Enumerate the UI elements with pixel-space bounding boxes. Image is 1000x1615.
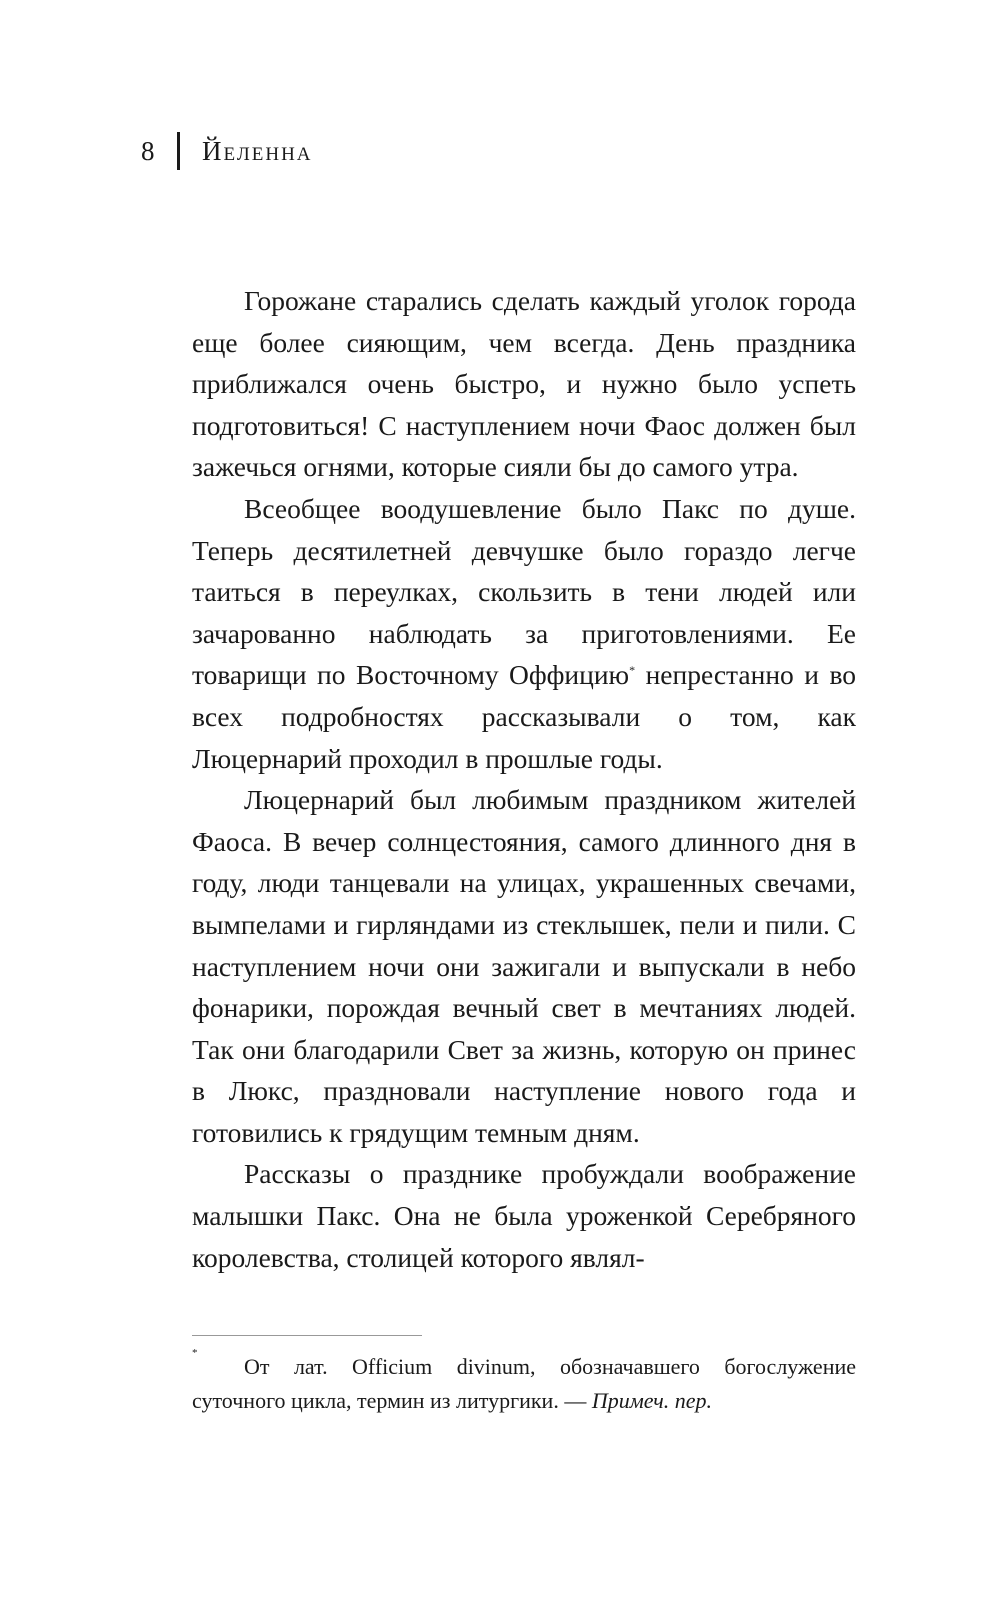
paragraph-2-text: Всеобщее воодушевление было Пакс по душе. Теперь десятилетней девчушке было гораздо легче таиться в переулках, скользить в тени людей или зачарованно наблюдать за приготовлениями. <box>192 492 856 649</box>
paragraph-2 <box>192 488 856 779</box>
running-title: Йеленна <box>202 135 313 166</box>
footnote-marker: * <box>192 1347 198 1359</box>
page-number: 8 <box>141 135 156 166</box>
footnote-text: От лат. Officium divinum, обозначавшего богослужение суточного цикла, термин из литургики. — <box>192 1354 856 1413</box>
footnote-reference[interactable]: * <box>629 663 636 678</box>
paragraph-3: Люцернарий был любимым праздником жителей Фаоса. В вечер солнцестояния, самого длинного дня в году, люди танцевали на улицах, украшенных свечами, вымпелами и гирляндами из стеклышек, пели и пили. С наступлением ночи они зажигали и выпускали в небо фонарики, порождая вечный свет в мечтаниях людей. Так они благодарили Свет за жизнь, которую он принес в Люкс, праздновали наступление нового года и готовились к грядущим темным дням. <box>192 784 856 1148</box>
header-divider <box>177 132 180 170</box>
running-head <box>141 131 313 171</box>
paragraph-1: Горожане старались сделать каждый уголок города еще более сияющим, чем всегда. День праздника приближался очень быстро, и нужно было успеть подготовиться! С наступлением ночи Фаос должен был зажечься огнями, которые сияли бы до самого утра. <box>192 285 856 483</box>
footnote-divider <box>192 1335 422 1336</box>
paragraph-2-continued: Ее товарищи по Восточному Оффицию <box>192 617 856 691</box>
main-text <box>192 280 856 1278</box>
translator-note-tag: Примеч. пер. <box>591 1388 713 1413</box>
paragraph-4: Рассказы о празднике пробуждали воображение малышки Пакс. Она не была уроженкой Серебряного королевства, столицей которого являл- <box>192 1158 856 1273</box>
footnote <box>192 1347 856 1418</box>
footnote-paragraph <box>192 1347 856 1418</box>
paragraph-2-end: непрестанно и во всех подробностях рассказывали о том, как Люцернарий проходил в прошлые годы. <box>192 659 856 774</box>
